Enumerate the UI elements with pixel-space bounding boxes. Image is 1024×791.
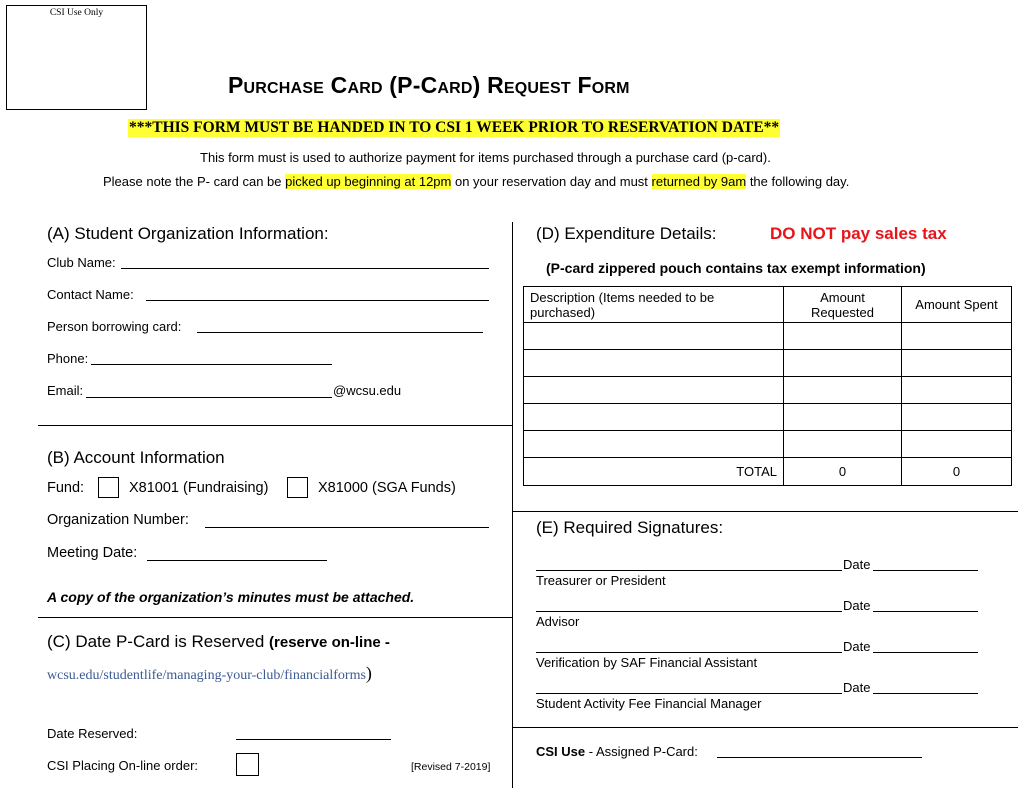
signer-title: Student Activity Fee Financial Manager (536, 696, 762, 711)
date-line[interactable] (873, 611, 978, 612)
spent-cell[interactable] (902, 404, 1012, 431)
return-time-highlight: returned by 9am (651, 174, 747, 189)
meeting-date-field[interactable] (147, 560, 327, 561)
intro-line-2-part2: on your reservation day and must (451, 174, 652, 189)
description-cell[interactable] (524, 377, 784, 404)
section-b-heading: (B) Account Information (47, 448, 225, 467)
amount-spent-column-header: Amount Spent (902, 287, 1012, 323)
person-borrowing-label: Person borrowing card: (47, 319, 182, 334)
intro-line-1: This form must is used to authorize payment for items purchased through a purchase card (p-card). (200, 150, 771, 165)
org-number-label: Organization Number: (47, 512, 189, 528)
email-suffix: @wcsu.edu (333, 383, 402, 398)
revised-date: [Revised 7-2019] (411, 761, 491, 773)
contact-name-label: Contact Name: (47, 287, 134, 302)
signature-line[interactable] (536, 693, 842, 694)
expenditure-table (523, 286, 1012, 486)
divider-b-c (38, 617, 512, 618)
requested-cell[interactable] (784, 323, 902, 350)
date-line[interactable] (873, 570, 978, 571)
signer-title: Verification by SAF Financial Assistant (536, 655, 758, 670)
center-divider (512, 222, 513, 788)
csi-use-bold: CSI Use (536, 744, 586, 759)
expenditure-row (524, 431, 1012, 458)
description-cell[interactable] (524, 431, 784, 458)
section-c-heading: (C) Date P-Card is Reserved (47, 632, 265, 651)
section-c-heading-wrap (47, 632, 390, 652)
sga-funds-checkbox[interactable] (287, 477, 308, 498)
section-c-reserve-note: (reserve on-line - (269, 634, 390, 651)
date-label: Date (843, 639, 871, 654)
total-row (524, 458, 1012, 486)
date-line[interactable] (873, 652, 978, 653)
intro-line-2 (103, 174, 849, 189)
signature-line[interactable] (536, 611, 842, 612)
amount-requested-column-header: Amount Requested (784, 287, 902, 323)
fund-label: Fund: (47, 480, 85, 496)
expenditure-row (524, 404, 1012, 431)
intro-line-2-part3: the following day. (746, 174, 850, 189)
expenditure-row (524, 377, 1012, 404)
spent-cell[interactable] (902, 431, 1012, 458)
total-spent-value: 0 (902, 458, 1012, 486)
divider-a-b (38, 425, 512, 426)
sga-funds-option-label: X81000 (SGA Funds) (318, 480, 456, 496)
date-label: Date (843, 598, 871, 613)
spent-cell[interactable] (902, 350, 1012, 377)
expenditure-row (524, 350, 1012, 377)
club-name-label: Club Name: (47, 255, 116, 270)
expenditure-row (524, 323, 1012, 350)
requested-cell[interactable] (784, 404, 902, 431)
club-name-field[interactable] (121, 268, 489, 269)
date-reserved-field[interactable] (236, 739, 391, 740)
divider-d-e (513, 511, 1018, 512)
csi-use-only-label: CSI Use Only (49, 8, 104, 18)
fundraising-checkbox[interactable] (98, 477, 119, 498)
signer-title: Advisor (536, 614, 580, 629)
description-cell[interactable] (524, 404, 784, 431)
financial-forms-link[interactable]: wcsu.edu/studentlife/managing-your-club/financialforms (47, 668, 366, 683)
csi-placing-order-label: CSI Placing On-line order: (47, 758, 199, 773)
phone-label: Phone: (47, 351, 89, 366)
description-cell[interactable] (524, 350, 784, 377)
spent-cell[interactable] (902, 377, 1012, 404)
total-label: TOTAL (524, 458, 784, 486)
expenditure-header-row (524, 287, 1012, 323)
section-d-heading: (D) Expenditure Details: (536, 224, 717, 243)
fundraising-option-label: X81001 (Fundraising) (129, 480, 269, 496)
minutes-note: A copy of the organization’s minutes must be attached. (47, 589, 415, 605)
closing-paren: ) (365, 663, 372, 683)
intro-line-2-part1: Please note the P- card can be (103, 174, 286, 189)
org-number-field[interactable] (205, 527, 489, 528)
signature-line[interactable] (536, 652, 842, 653)
assigned-card-field[interactable] (717, 757, 922, 758)
tax-exempt-note: (P-card zippered pouch contains tax exempt information) (546, 260, 926, 276)
csi-use-only-box (6, 5, 147, 110)
description-cell[interactable] (524, 323, 784, 350)
csi-placing-order-checkbox[interactable] (236, 753, 259, 776)
email-field[interactable] (86, 397, 332, 398)
deadline-warning: ***THIS FORM MUST BE HANDED IN TO CSI 1 WEEK PRIOR TO RESERVATION DATE** (129, 119, 780, 136)
requested-cell[interactable] (784, 377, 902, 404)
date-reserved-label: Date Reserved: (47, 726, 138, 741)
description-column-header: Description (Items needed to be purchased) (524, 287, 784, 323)
person-borrowing-field[interactable] (197, 332, 483, 333)
sales-tax-warning: DO NOT pay sales tax (770, 224, 947, 243)
assigned-card-text: - Assigned P-Card: (585, 744, 698, 759)
signature-line[interactable] (536, 570, 842, 571)
date-line[interactable] (873, 693, 978, 694)
divider-e-csi (513, 727, 1018, 728)
spent-cell[interactable] (902, 323, 1012, 350)
requested-cell[interactable] (784, 431, 902, 458)
date-label: Date (843, 557, 871, 572)
section-a-heading: (A) Student Organization Information: (47, 224, 329, 243)
email-label: Email: (47, 383, 84, 398)
date-label: Date (843, 680, 871, 695)
pickup-time-highlight: picked up beginning at 12pm (285, 174, 452, 189)
contact-name-field[interactable] (146, 300, 489, 301)
form-title: Purchase Card (P-Card) Request Form (228, 72, 630, 98)
csi-assigned-card-label (536, 744, 698, 759)
section-e-heading: (E) Required Signatures: (536, 518, 724, 537)
total-requested-value: 0 (784, 458, 902, 486)
phone-field[interactable] (91, 364, 332, 365)
financial-forms-url-wrap (47, 663, 372, 684)
meeting-date-label: Meeting Date: (47, 545, 138, 561)
requested-cell[interactable] (784, 350, 902, 377)
signer-title: Treasurer or President (536, 573, 666, 588)
